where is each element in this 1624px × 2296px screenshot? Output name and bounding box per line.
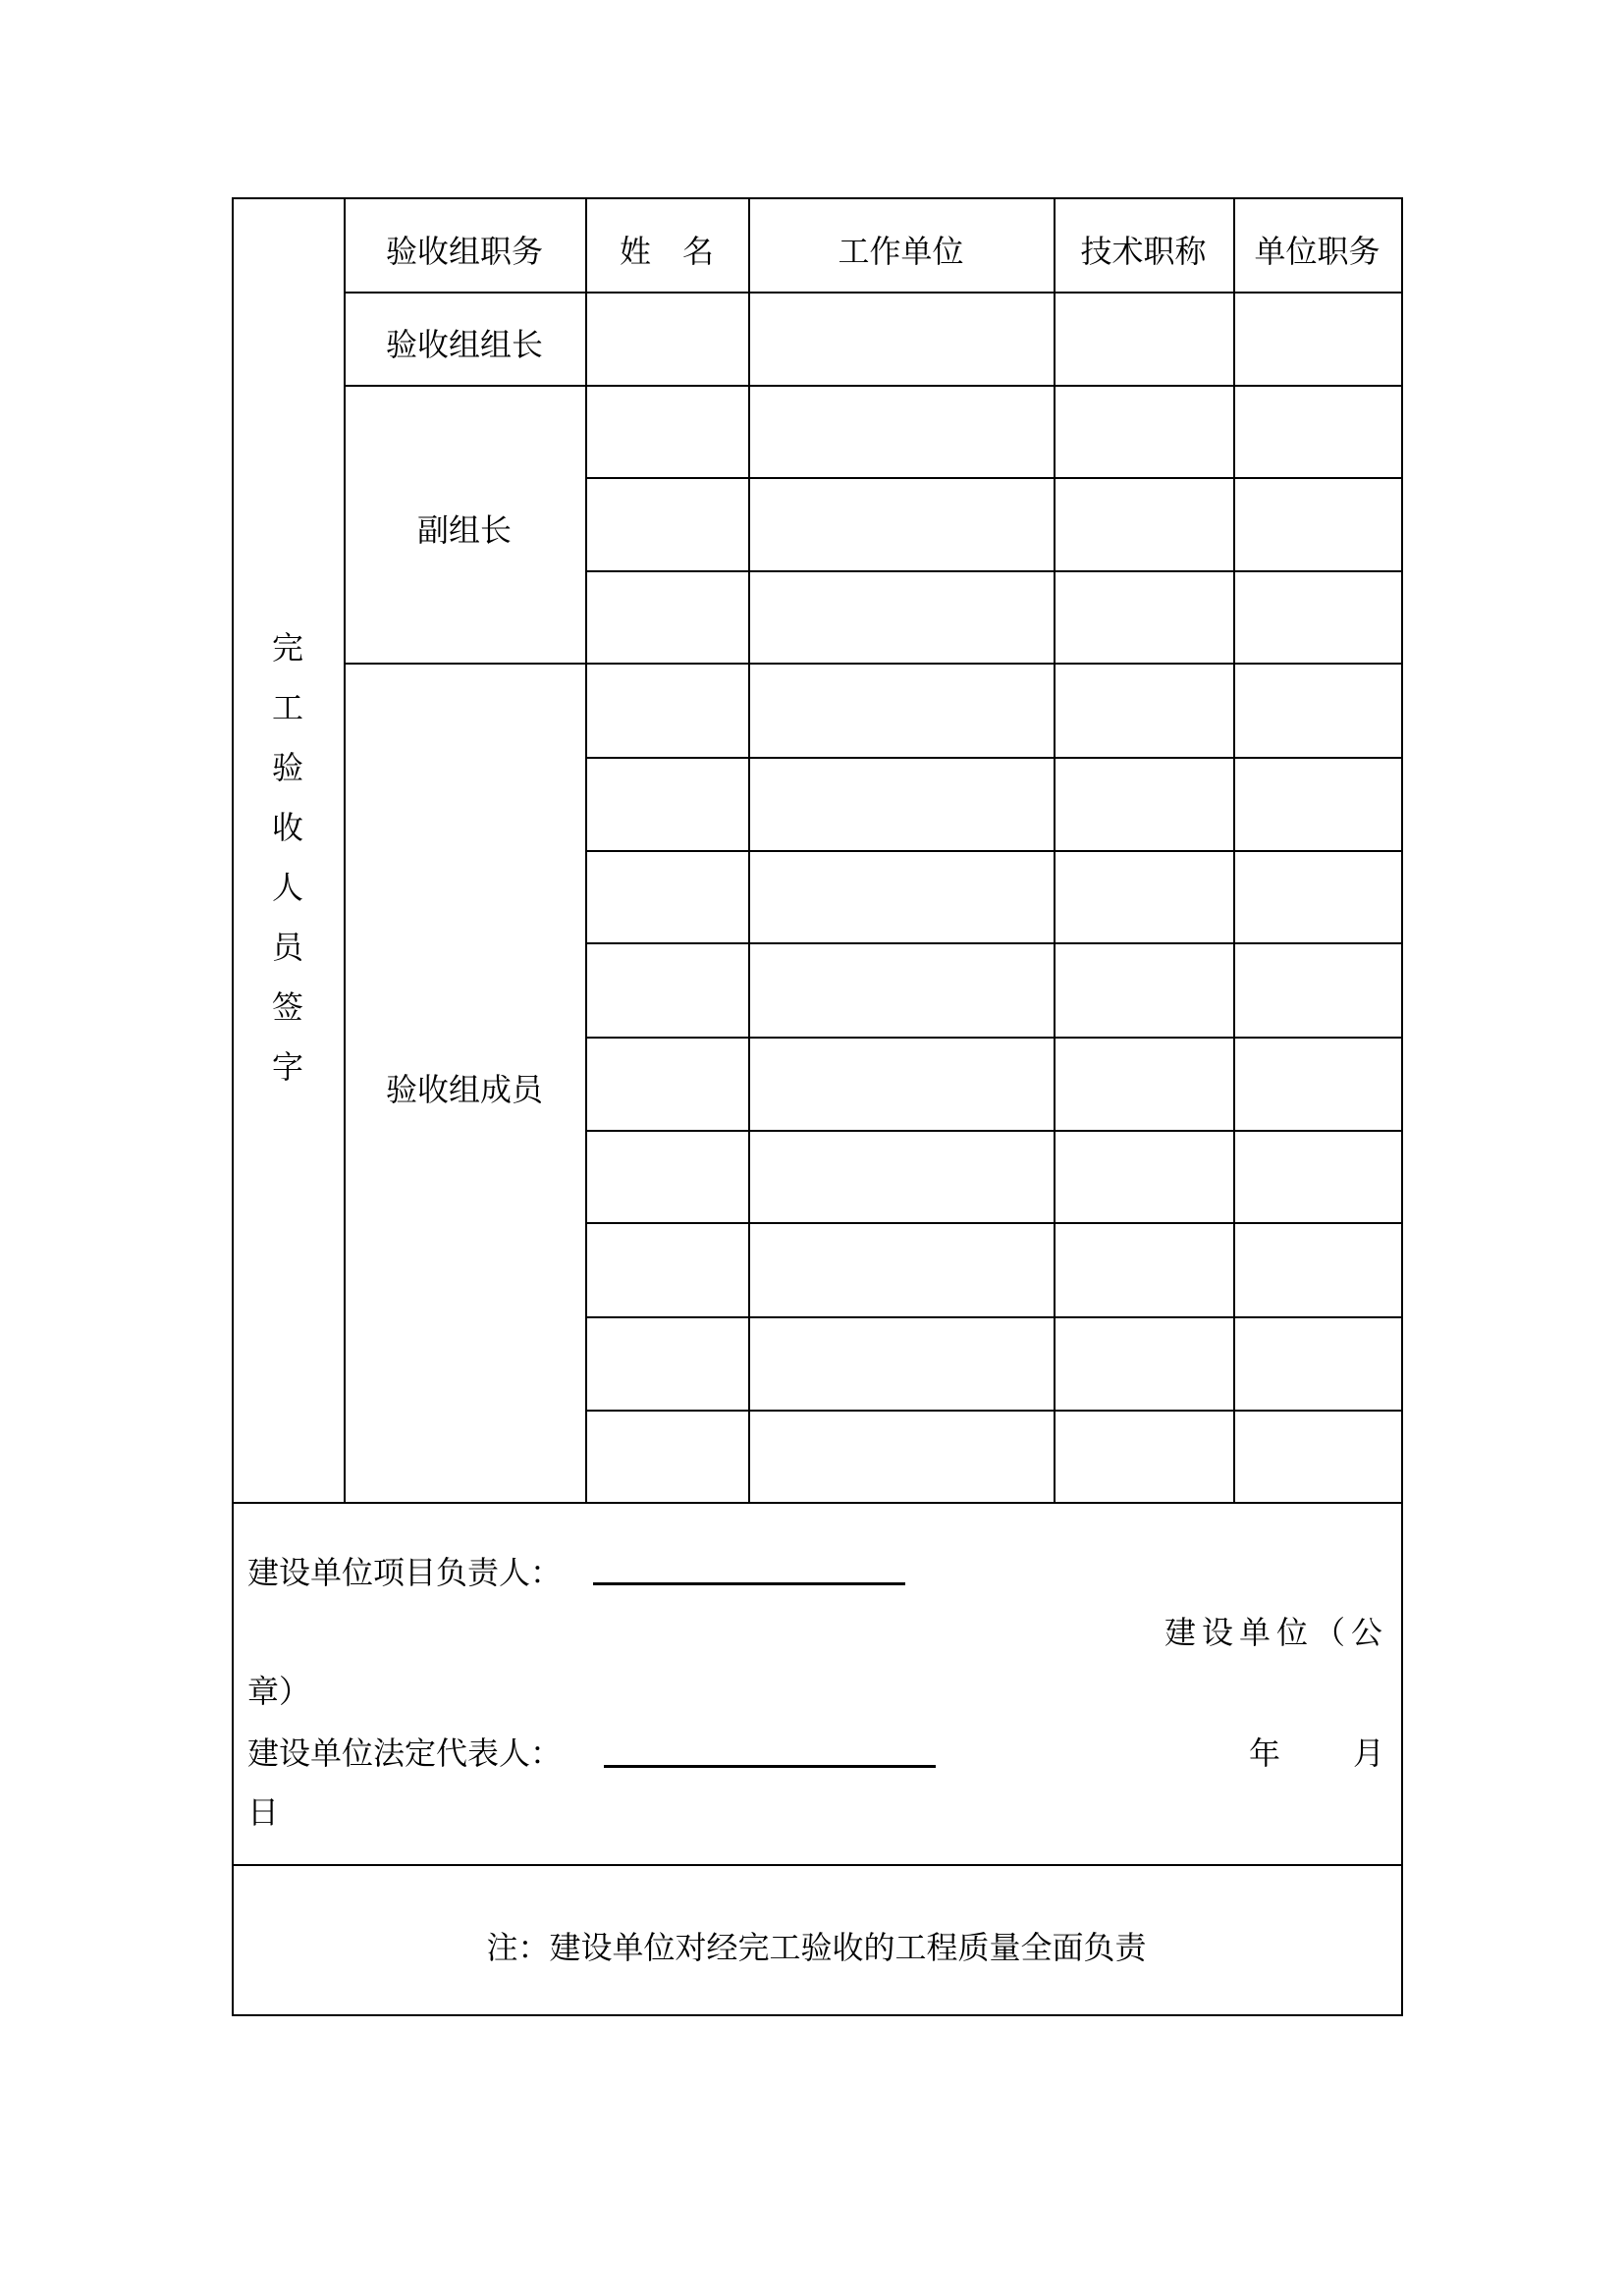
header-name: 姓 名 [619, 233, 714, 270]
seal-label: 建设单位（公 [1164, 1614, 1388, 1651]
legal-rep-label: 建设单位法定代表人： [247, 1735, 563, 1772]
table-rule [585, 1037, 1403, 1039]
table-rule [232, 1502, 1403, 1504]
table-rule [585, 1316, 1403, 1318]
table-rule [344, 197, 346, 1502]
table-rule [585, 850, 1403, 852]
table-rule [232, 1864, 1403, 1866]
day-label: 日 [247, 1793, 280, 1831]
legal-rep-signature-line[interactable] [604, 1765, 936, 1768]
side-char: 员 [271, 929, 303, 966]
table-rule [232, 197, 1403, 199]
table-rule [585, 1222, 1403, 1224]
project-lead-signature-line[interactable] [593, 1582, 905, 1585]
side-char: 签 [271, 988, 303, 1026]
side-char: 完 [271, 629, 303, 667]
header-role: 验收组职务 [385, 233, 543, 270]
header-position: 单位职务 [1254, 233, 1380, 270]
side-label [232, 618, 344, 1097]
side-char: 字 [271, 1048, 303, 1086]
month-label: 月 [1353, 1735, 1385, 1772]
table-rule [585, 757, 1403, 759]
year-label: 年 [1249, 1735, 1281, 1772]
table-rule [1401, 197, 1403, 2016]
table-rule [585, 1410, 1403, 1412]
role-leader: 验收组组长 [385, 326, 543, 363]
table-rule [344, 292, 1403, 294]
note: 注：建设单位对经完工验收的工程质量全面负责 [486, 1929, 1147, 1966]
table-rule [585, 570, 1403, 572]
side-char: 验 [271, 749, 303, 786]
project-lead-label: 建设单位项目负责人： [247, 1554, 563, 1591]
role-deputy: 副组长 [416, 511, 512, 549]
header-title: 技术职称 [1080, 233, 1207, 270]
header-workplace: 工作单位 [838, 233, 964, 270]
table-rule [344, 663, 1403, 665]
table-rule [585, 1130, 1403, 1132]
side-char: 人 [271, 869, 303, 906]
side-char: 工 [271, 689, 303, 726]
seal-label-cont: 章） [247, 1673, 311, 1710]
role-member: 验收组成员 [385, 1071, 543, 1108]
side-char: 收 [271, 809, 303, 846]
table-rule [585, 477, 1403, 479]
table-rule [232, 2014, 1403, 2016]
table-rule [585, 942, 1403, 944]
table-rule [344, 385, 1403, 387]
table-rule [232, 197, 234, 2016]
